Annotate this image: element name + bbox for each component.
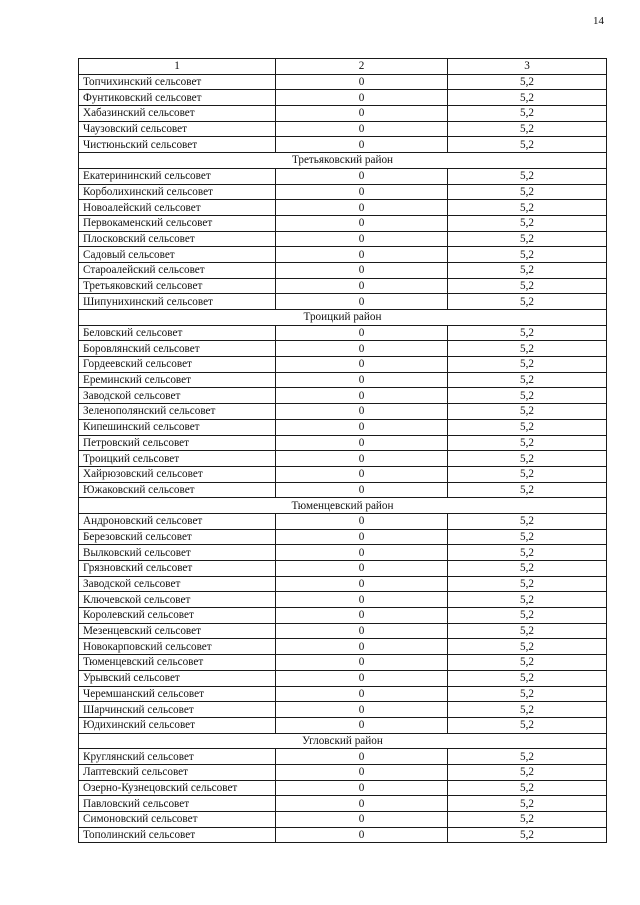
column-3-value: 5,2 (448, 812, 607, 828)
table-row (79, 357, 607, 373)
table-row (79, 670, 607, 686)
settlement-name: Ключевской сельсовет (79, 592, 276, 608)
column-3-value: 5,2 (448, 200, 607, 216)
district-header-row (79, 733, 607, 749)
column-2-value: 0 (276, 608, 448, 624)
column-2-value: 0 (276, 655, 448, 671)
settlement-name: Мезенцевский сельсовет (79, 623, 276, 639)
column-2-value: 0 (276, 780, 448, 796)
table-row (79, 341, 607, 357)
column-2-value: 0 (276, 184, 448, 200)
settlement-name: Заводской сельсовет (79, 576, 276, 592)
settlement-name: Грязновский сельсовет (79, 561, 276, 577)
column-2-value: 0 (276, 231, 448, 247)
settlement-name: Третьяковский сельсовет (79, 278, 276, 294)
table-row (79, 419, 607, 435)
table-row (79, 466, 607, 482)
column-3-value: 5,2 (448, 419, 607, 435)
settlement-name: Петровский сельсовет (79, 435, 276, 451)
settlement-name: Фунтиковский сельсовет (79, 90, 276, 106)
column-2-value: 0 (276, 419, 448, 435)
table-row (79, 435, 607, 451)
settlement-name: Березовский сельсовет (79, 529, 276, 545)
table-row (79, 749, 607, 765)
column-3-value: 5,2 (448, 529, 607, 545)
table-body (79, 59, 607, 843)
column-3-value: 5,2 (448, 780, 607, 796)
column-3-value: 5,2 (448, 294, 607, 310)
table-row (79, 451, 607, 467)
settlement-name: Кипешинский сельсовет (79, 419, 276, 435)
settlement-name: Беловский сельсовет (79, 325, 276, 341)
settlement-name: Лаптевский сельсовет (79, 764, 276, 780)
district-header-row (79, 310, 607, 326)
settlement-name: Павловский сельсовет (79, 796, 276, 812)
table-row (79, 388, 607, 404)
column-3-value: 5,2 (448, 608, 607, 624)
table-row (79, 812, 607, 828)
column-3-value: 5,2 (448, 278, 607, 294)
table-row (79, 90, 607, 106)
column-2-value: 0 (276, 749, 448, 765)
column-3-value: 5,2 (448, 357, 607, 373)
settlement-name: Зеленополянский сельсовет (79, 404, 276, 420)
column-header-3: 3 (448, 59, 607, 75)
column-2-value: 0 (276, 576, 448, 592)
column-3-value: 5,2 (448, 623, 607, 639)
table-row (79, 827, 607, 843)
table-row (79, 529, 607, 545)
table-row (79, 404, 607, 420)
table-header-row (79, 59, 607, 75)
table-row (79, 623, 607, 639)
column-2-value: 0 (276, 670, 448, 686)
column-3-value: 5,2 (448, 215, 607, 231)
column-2-value: 0 (276, 262, 448, 278)
table-row (79, 200, 607, 216)
page-number: 14 (593, 15, 604, 27)
table-row (79, 74, 607, 90)
table-row (79, 121, 607, 137)
column-2-value: 0 (276, 325, 448, 341)
district-name: Тюменцевский район (79, 498, 607, 514)
column-3-value: 5,2 (448, 435, 607, 451)
data-table (78, 58, 607, 843)
table-row (79, 655, 607, 671)
settlement-name: Боровлянский сельсовет (79, 341, 276, 357)
column-2-value: 0 (276, 168, 448, 184)
district-name: Третьяковский район (79, 153, 607, 169)
table-row (79, 168, 607, 184)
column-2-value: 0 (276, 106, 448, 122)
column-3-value: 5,2 (448, 686, 607, 702)
settlement-name: Хабазинский сельсовет (79, 106, 276, 122)
district-name: Угловский район (79, 733, 607, 749)
column-2-value: 0 (276, 686, 448, 702)
column-2-value: 0 (276, 90, 448, 106)
table-row (79, 278, 607, 294)
table-row (79, 215, 607, 231)
column-3-value: 5,2 (448, 670, 607, 686)
column-2-value: 0 (276, 482, 448, 498)
table-row (79, 325, 607, 341)
column-header-2: 2 (276, 59, 448, 75)
column-2-value: 0 (276, 278, 448, 294)
column-3-value: 5,2 (448, 231, 607, 247)
table-row (79, 702, 607, 718)
column-2-value: 0 (276, 294, 448, 310)
column-2-value: 0 (276, 639, 448, 655)
column-3-value: 5,2 (448, 451, 607, 467)
district-name: Троицкий район (79, 310, 607, 326)
settlement-name: Шарчинский сельсовет (79, 702, 276, 718)
settlement-name: Урывский сельсовет (79, 670, 276, 686)
table-row (79, 137, 607, 153)
column-2-value: 0 (276, 623, 448, 639)
settlement-name: Первокаменский сельсовет (79, 215, 276, 231)
settlement-name: Хайрюзовский сельсовет (79, 466, 276, 482)
district-header-row (79, 153, 607, 169)
column-2-value: 0 (276, 466, 448, 482)
table-row (79, 247, 607, 263)
settlement-name: Тюменцевский сельсовет (79, 655, 276, 671)
settlement-name: Чаузовский сельсовет (79, 121, 276, 137)
settlement-name: Екатерининский сельсовет (79, 168, 276, 184)
column-3-value: 5,2 (448, 749, 607, 765)
column-3-value: 5,2 (448, 655, 607, 671)
table-row (79, 592, 607, 608)
table-row (79, 545, 607, 561)
column-3-value: 5,2 (448, 90, 607, 106)
table-row (79, 513, 607, 529)
table-row (79, 796, 607, 812)
column-3-value: 5,2 (448, 639, 607, 655)
column-2-value: 0 (276, 592, 448, 608)
column-header-1: 1 (79, 59, 276, 75)
settlement-name: Андроновский сельсовет (79, 513, 276, 529)
district-header-row (79, 498, 607, 514)
column-2-value: 0 (276, 341, 448, 357)
settlement-name: Новоалейский сельсовет (79, 200, 276, 216)
column-3-value: 5,2 (448, 341, 607, 357)
table-row (79, 608, 607, 624)
column-3-value: 5,2 (448, 513, 607, 529)
settlement-name: Ереминский сельсовет (79, 372, 276, 388)
column-2-value: 0 (276, 357, 448, 373)
settlement-name: Симоновский сельсовет (79, 812, 276, 828)
column-2-value: 0 (276, 451, 448, 467)
settlement-name: Круглянский сельсовет (79, 749, 276, 765)
column-3-value: 5,2 (448, 717, 607, 733)
settlement-name: Королевский сельсовет (79, 608, 276, 624)
settlement-name: Чистюньский сельсовет (79, 137, 276, 153)
table-row (79, 262, 607, 278)
settlement-name: Староалейский сельсовет (79, 262, 276, 278)
column-3-value: 5,2 (448, 482, 607, 498)
column-3-value: 5,2 (448, 561, 607, 577)
column-2-value: 0 (276, 121, 448, 137)
column-2-value: 0 (276, 702, 448, 718)
column-3-value: 5,2 (448, 796, 607, 812)
column-2-value: 0 (276, 200, 448, 216)
table-row (79, 764, 607, 780)
column-3-value: 5,2 (448, 576, 607, 592)
column-2-value: 0 (276, 717, 448, 733)
column-2-value: 0 (276, 545, 448, 561)
table-row (79, 561, 607, 577)
column-3-value: 5,2 (448, 74, 607, 90)
settlement-name: Южаковский сельсовет (79, 482, 276, 498)
column-3-value: 5,2 (448, 764, 607, 780)
settlement-name: Троицкий сельсовет (79, 451, 276, 467)
column-3-value: 5,2 (448, 325, 607, 341)
column-2-value: 0 (276, 215, 448, 231)
table-row (79, 639, 607, 655)
column-3-value: 5,2 (448, 137, 607, 153)
settlement-name: Плосковский сельсовет (79, 231, 276, 247)
table-row (79, 686, 607, 702)
column-2-value: 0 (276, 812, 448, 828)
column-2-value: 0 (276, 764, 448, 780)
column-3-value: 5,2 (448, 184, 607, 200)
column-3-value: 5,2 (448, 106, 607, 122)
column-2-value: 0 (276, 435, 448, 451)
column-2-value: 0 (276, 137, 448, 153)
column-2-value: 0 (276, 796, 448, 812)
settlement-name: Заводской сельсовет (79, 388, 276, 404)
column-2-value: 0 (276, 388, 448, 404)
column-3-value: 5,2 (448, 262, 607, 278)
settlement-name: Юдихинский сельсовет (79, 717, 276, 733)
table-row (79, 717, 607, 733)
column-2-value: 0 (276, 372, 448, 388)
settlement-name: Шипунихинский сельсовет (79, 294, 276, 310)
column-3-value: 5,2 (448, 827, 607, 843)
column-3-value: 5,2 (448, 702, 607, 718)
column-2-value: 0 (276, 827, 448, 843)
settlement-name: Гордеевский сельсовет (79, 357, 276, 373)
settlement-name: Черемшанский сельсовет (79, 686, 276, 702)
column-3-value: 5,2 (448, 247, 607, 263)
settlement-name: Вылковский сельсовет (79, 545, 276, 561)
settlement-name: Озерно-Кузнецовский сельсовет (79, 780, 276, 796)
table-row (79, 372, 607, 388)
settlement-name: Новокарповский сельсовет (79, 639, 276, 655)
column-2-value: 0 (276, 513, 448, 529)
table-row (79, 576, 607, 592)
column-3-value: 5,2 (448, 545, 607, 561)
table-row (79, 184, 607, 200)
column-2-value: 0 (276, 74, 448, 90)
settlement-name: Садовый сельсовет (79, 247, 276, 263)
column-3-value: 5,2 (448, 466, 607, 482)
table-row (79, 231, 607, 247)
column-3-value: 5,2 (448, 388, 607, 404)
column-3-value: 5,2 (448, 121, 607, 137)
settlement-name: Тополинский сельсовет (79, 827, 276, 843)
column-2-value: 0 (276, 561, 448, 577)
column-3-value: 5,2 (448, 592, 607, 608)
settlement-name: Топчихинский сельсовет (79, 74, 276, 90)
column-3-value: 5,2 (448, 372, 607, 388)
column-3-value: 5,2 (448, 168, 607, 184)
settlement-name: Корболихинский сельсовет (79, 184, 276, 200)
column-2-value: 0 (276, 529, 448, 545)
table-row (79, 482, 607, 498)
column-2-value: 0 (276, 404, 448, 420)
table-row (79, 780, 607, 796)
column-2-value: 0 (276, 247, 448, 263)
table-row (79, 294, 607, 310)
table-row (79, 106, 607, 122)
column-3-value: 5,2 (448, 404, 607, 420)
